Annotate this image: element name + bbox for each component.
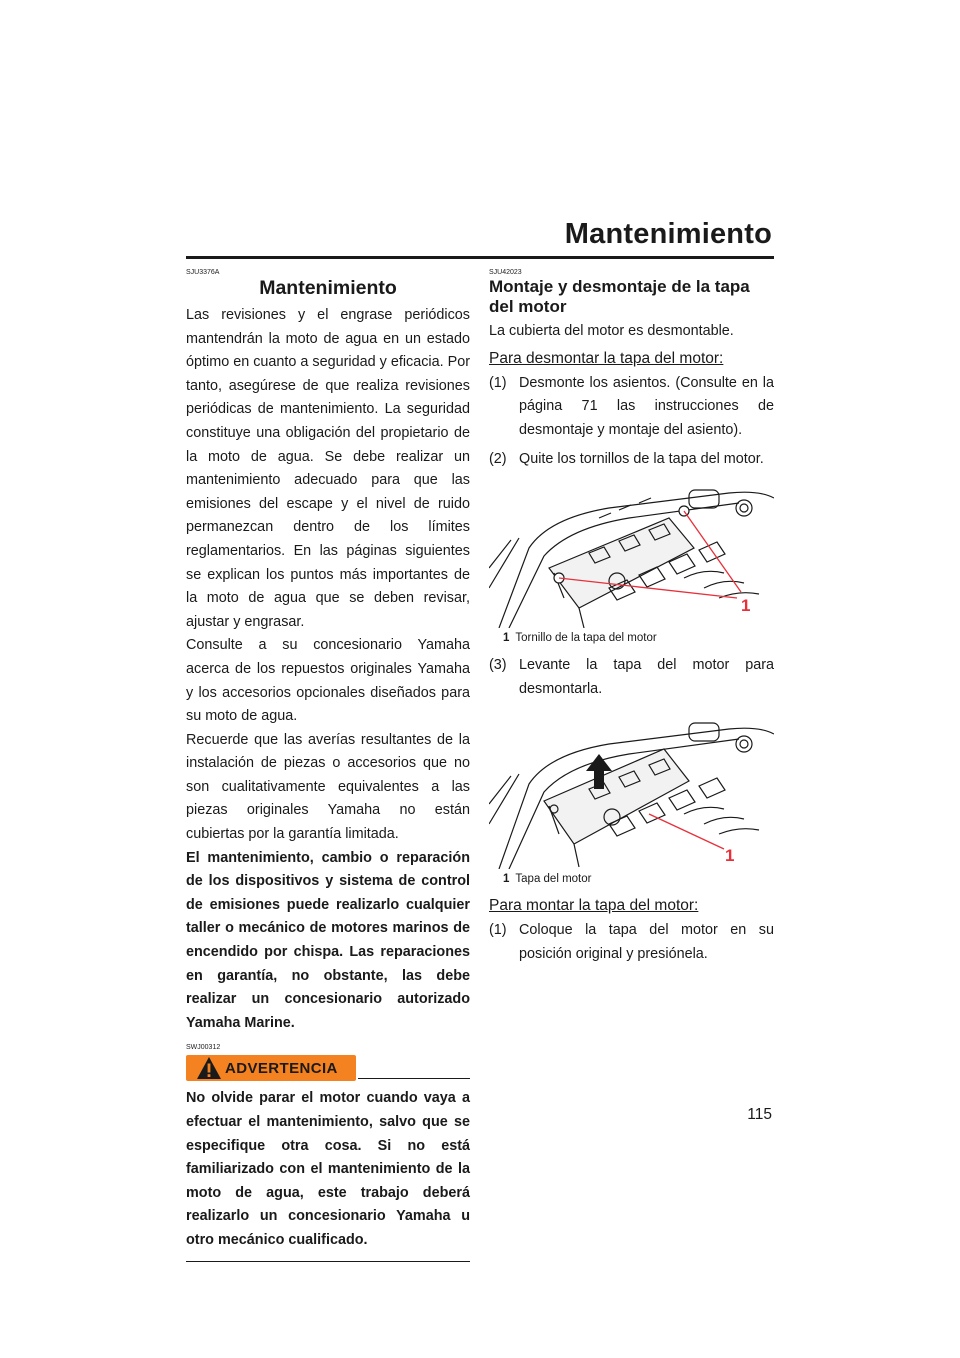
step-item [489, 654, 774, 701]
step-text: Desmonte los asientos. (Consulte en la página 71 las instrucciones de desmontaje y montaje del asiento). [519, 374, 774, 438]
section-title: Montaje y desmontaje de la tapa del motor [489, 277, 750, 316]
step-number: (1) [489, 922, 507, 939]
warning-badge [186, 1055, 356, 1081]
step-number: (3) [489, 656, 507, 673]
engine-illustration [489, 478, 774, 628]
engine-illustration [489, 709, 774, 869]
caption-text: Tapa del motor [515, 873, 592, 886]
figure-caption [503, 873, 774, 885]
step-number: (1) [489, 374, 507, 391]
step-number: (2) [489, 451, 507, 468]
figure-caption [503, 632, 774, 644]
warning-header [186, 1055, 470, 1081]
warning-triangle-icon [196, 1056, 222, 1080]
header-rule [186, 256, 774, 259]
caption-number: 1 [503, 631, 510, 644]
bold-paragraph: El mantenimiento, cambio o reparación de los dispositivos y sistema de control de emisiones puede realizarlo cualquier taller o mecánico de motores marinos de encendido por chispa. Las reparaciones en garantía, no obstante, las debe realizar un concesionario autorizado Yamaha Marine. [186, 849, 470, 1031]
step-item [489, 919, 774, 966]
section-title: Mantenimiento [259, 277, 397, 299]
header-title: Mantenimiento [564, 218, 772, 250]
paragraph: Consulte a su concesionario Yamaha acerca de los repuestos originales Yamaha y los accesorios opcionales diseñados para su moto de agua. [186, 637, 470, 725]
figure-callout: 1 [725, 846, 735, 866]
warning-text: No olvide parar el motor cuando vaya a efectuar el mantenimiento, salvo que se especifique otra cosa. Si no está familiarizado con el mantenimiento de la moto de agua, este trabajo deberá realizarlo un concesionario Yamaha u otro mecánico cualificado. [186, 1090, 470, 1248]
page-number: 115 [747, 1106, 772, 1123]
paragraph: Recuerde que las averías resultantes de la instalación de piezas o accesorios que no son cualitativamente equivalentes a las piezas originales Yamaha no están cubiertas por la garantía limitada. [186, 731, 470, 843]
step-item [489, 448, 774, 472]
section-code: SJU3376A [186, 269, 220, 276]
paragraph: Las revisiones y el engrase periódicos mantendrán la moto de agua en un estado óptimo en cuanto a seguridad y eficacia. Por tanto, asegúrese de que realiza revisiones periódicas de mantenimiento. La seguridad constituye una obligación del propietario de la moto de agua. Se debe realizar un mantenimiento adecuado para que las emisiones del escape y el nivel de ruido permanezcan dentro de los límites reglamentarios. En las páginas siguientes se explican los puntos más importantes de la moto de agua que se deben revisar, ajustar y engrasar. [186, 307, 470, 630]
warning-bottom-rule [186, 1261, 470, 1263]
warning-rule [358, 1078, 470, 1080]
warning-code: SWJ00312 [186, 1044, 221, 1052]
step-text: Quite los tornillos de la tapa del motor. [519, 451, 764, 468]
right-column [489, 268, 774, 972]
figure-engine-cover-screws [489, 478, 774, 628]
intro-text: La cubierta del motor es desmontable. [489, 323, 734, 339]
left-column [186, 268, 470, 1262]
caption-text: Tornillo de la tapa del motor [515, 631, 657, 644]
step-item [489, 372, 774, 443]
figure-engine-cover-lift [489, 709, 774, 869]
warning-label: ADVERTENCIA [225, 1059, 338, 1077]
section-code: SJU42023 [489, 269, 522, 276]
step-text: Coloque la tapa del motor en su posición original y presiónela. [519, 922, 774, 962]
step-text: Levante la tapa del motor para desmontarla. [519, 656, 774, 697]
figure-callout: 1 [741, 595, 751, 615]
install-heading: Para montar la tapa del motor: [489, 897, 699, 915]
caption-number: 1 [503, 873, 510, 886]
remove-heading: Para desmontar la tapa del motor: [489, 349, 724, 367]
